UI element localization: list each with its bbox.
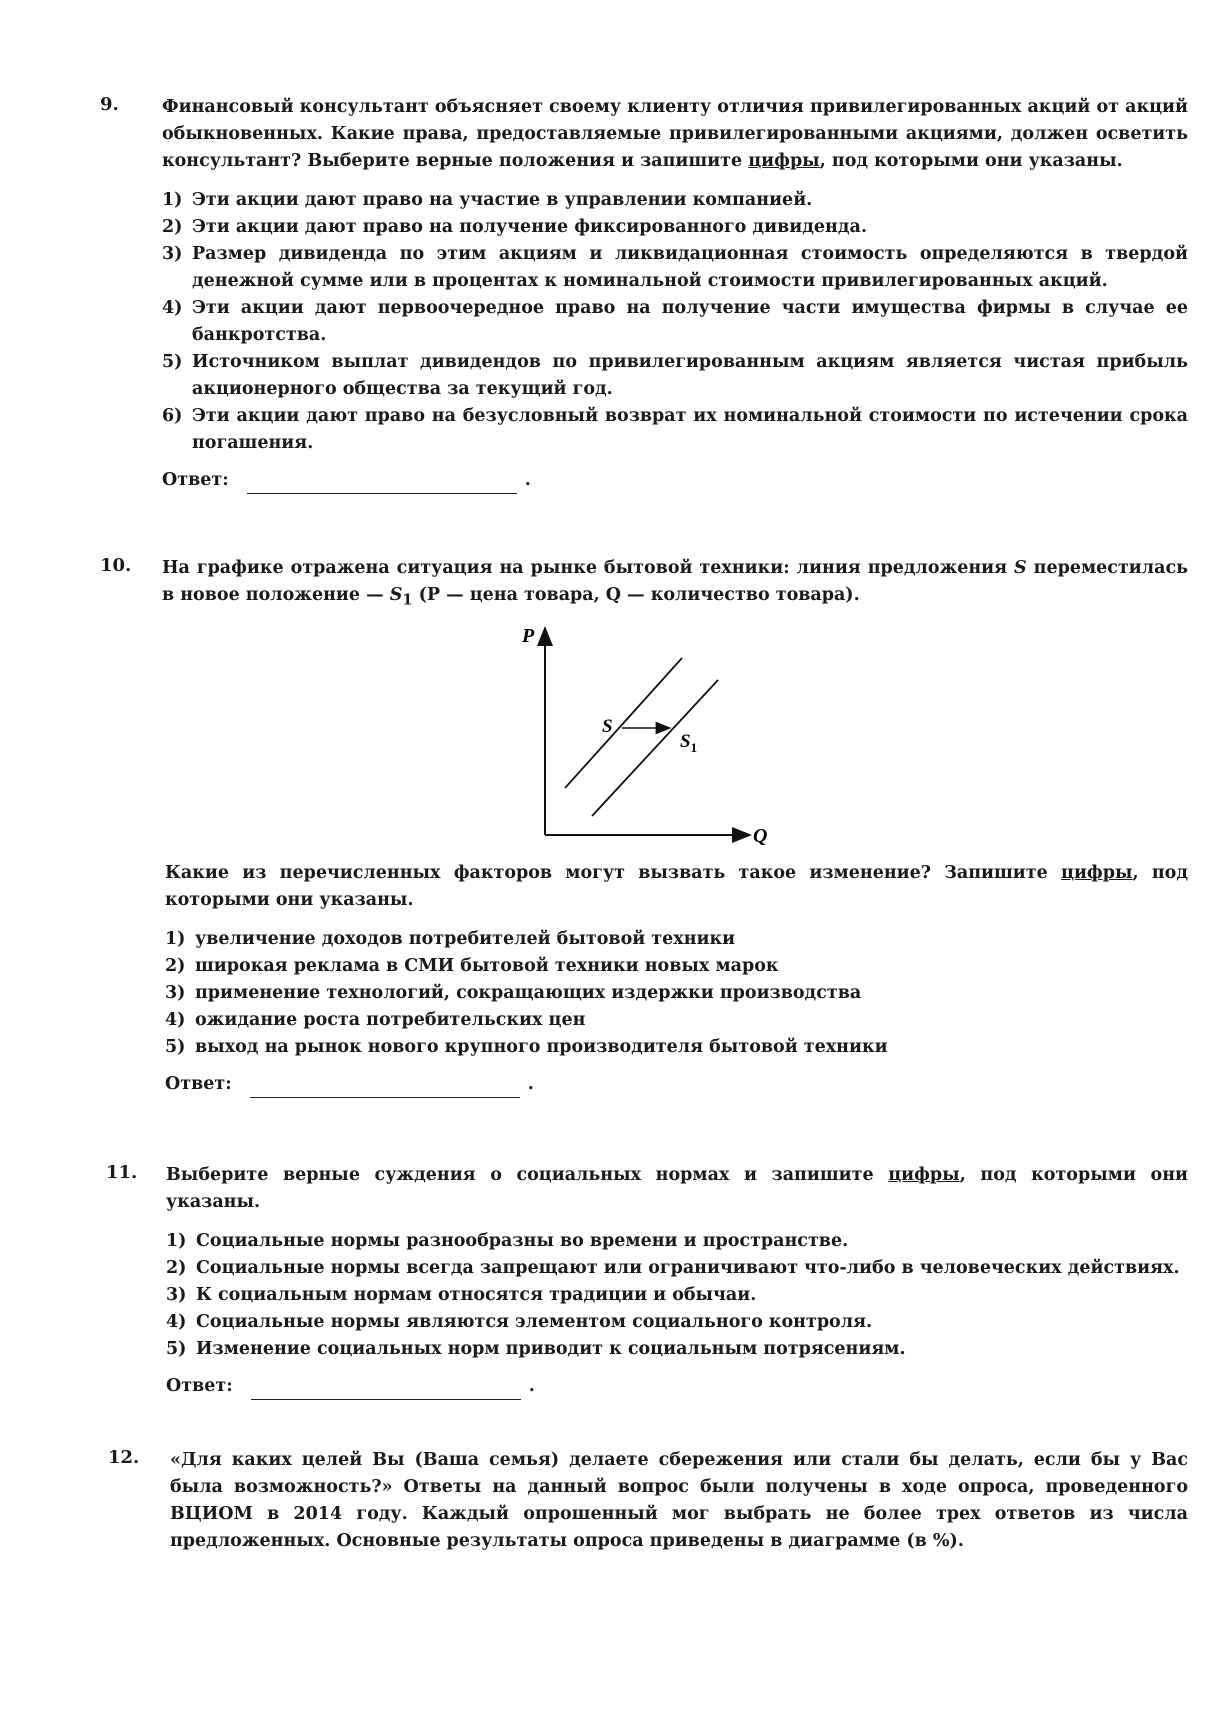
options-list	[166, 1228, 1188, 1363]
option: 2) Социальные нормы всегда запрещают или ограничивают что-либо в человеческих действиях.	[166, 1258, 1180, 1278]
answer-row: Ответ: .	[162, 467, 1188, 494]
answer-label: Ответ:	[165, 1074, 232, 1094]
option: 4) ожидание роста потребительских цен	[165, 1010, 586, 1030]
options-list	[162, 187, 1188, 457]
answer-label: Ответ:	[162, 470, 229, 490]
option: 1) Эти акции дают право на участие в управлении компанией.	[162, 190, 813, 210]
option: 3) К социальным нормам относятся традиции и обычаи.	[166, 1285, 757, 1305]
option: 3) применение технологий, сокращающих издержки производства	[165, 983, 862, 1003]
option: 6) Эти акции дают право на безусловный возврат их номинальной стоимости по истечении срока погашения.	[162, 406, 1188, 453]
option: 1) Социальные нормы разнообразны во времени и пространстве.	[166, 1231, 849, 1251]
task-question-2: Какие из перечисленных факторов могут вызвать такое изменение? Запишите цифры, под которыми они указаны.	[165, 863, 1188, 910]
option: 1) увеличение доходов потребителей бытовой техники	[165, 929, 736, 949]
emphasis-digits: цифры	[1061, 863, 1133, 883]
y-axis-label: P	[522, 625, 535, 647]
answer-field[interactable]	[247, 473, 517, 494]
supply-line-s1	[592, 680, 718, 816]
option: 5) выход на рынок нового крупного производителя бытовой техники	[165, 1037, 888, 1057]
answer-field[interactable]	[250, 1077, 520, 1098]
task-question: На графике отражена ситуация на рынке бытовой техники: линия предложения S переместилась в новое положение — $S_1$ (P — цена товара, Q — количество товара).	[162, 558, 1188, 609]
answer-row: Ответ: .	[165, 1071, 1188, 1098]
option: 4) Эти акции дают первоочередное право на получение части имущества фирмы в случае ее банкротства.	[162, 298, 1188, 345]
answer-label: Ответ:	[166, 1376, 233, 1396]
option: 5) Источником выплат дивидендов по привилегированным акциям является чистая прибыль акционерного общества за текущий год.	[162, 352, 1188, 399]
task-number: 9.	[100, 94, 119, 115]
emphasis-digits: цифры	[748, 151, 820, 171]
task-body	[162, 94, 1188, 494]
option: 3) Размер дивиденда по этим акциям и ликвидационная стоимость определяются в твердой денежной сумме или в процентах к номинальной стоимости привилегированных акций.	[162, 244, 1188, 291]
task-question: Выберите верные суждения о социальных нормах и запишите цифры, под которыми они указаны.	[166, 1165, 1188, 1212]
answer-row: Ответ: .	[166, 1373, 1188, 1400]
answer-field[interactable]	[251, 1379, 521, 1400]
option: 5) Изменение социальных норм приводит к социальным потрясениям.	[166, 1339, 906, 1359]
task-number: 12.	[108, 1447, 140, 1468]
options-list	[165, 926, 1188, 1061]
task-question: «Для каких целей Вы (Ваша семья) делаете сбережения или стали бы делать, если бы у Вас была возможность?» Ответы на данный вопрос были получены в ходе опроса, проведенного ВЦИОМ в 2014 году. Каждый опрошенный мог выбрать не более трех ответов из числа предложенных. Основные результаты опроса приведены в диаграмме (в %).	[170, 1450, 1188, 1551]
x-axis-label: Q	[753, 825, 768, 847]
line-s1-label: $S_1$	[680, 731, 698, 755]
line-s-label: S	[602, 716, 613, 737]
emphasis-digits: цифры	[888, 1165, 960, 1185]
task-body	[170, 1447, 1188, 1555]
task-number: 10.	[100, 555, 132, 576]
task-body	[166, 1162, 1188, 1400]
task-body	[162, 555, 1188, 614]
task-question: Финансовый консультант объясняет своему клиенту отличия привилегированных акций от акций обыкновенных. Какие права, предоставляемые привилегированными акциями, должен осветить консультант? Выберите верные положения и запишите цифры, под которыми они указаны.	[162, 97, 1188, 171]
task-number: 11.	[106, 1162, 138, 1183]
task-body	[165, 860, 1188, 1098]
option: 2) Эти акции дают право на получение фиксированного дивиденда.	[162, 217, 867, 237]
supply-line-s	[565, 658, 682, 788]
supply-shift-graph	[510, 620, 800, 855]
option: 4) Социальные нормы являются элементом социального контроля.	[166, 1312, 873, 1332]
option: 2) широкая реклама в СМИ бытовой техники новых марок	[165, 956, 779, 976]
